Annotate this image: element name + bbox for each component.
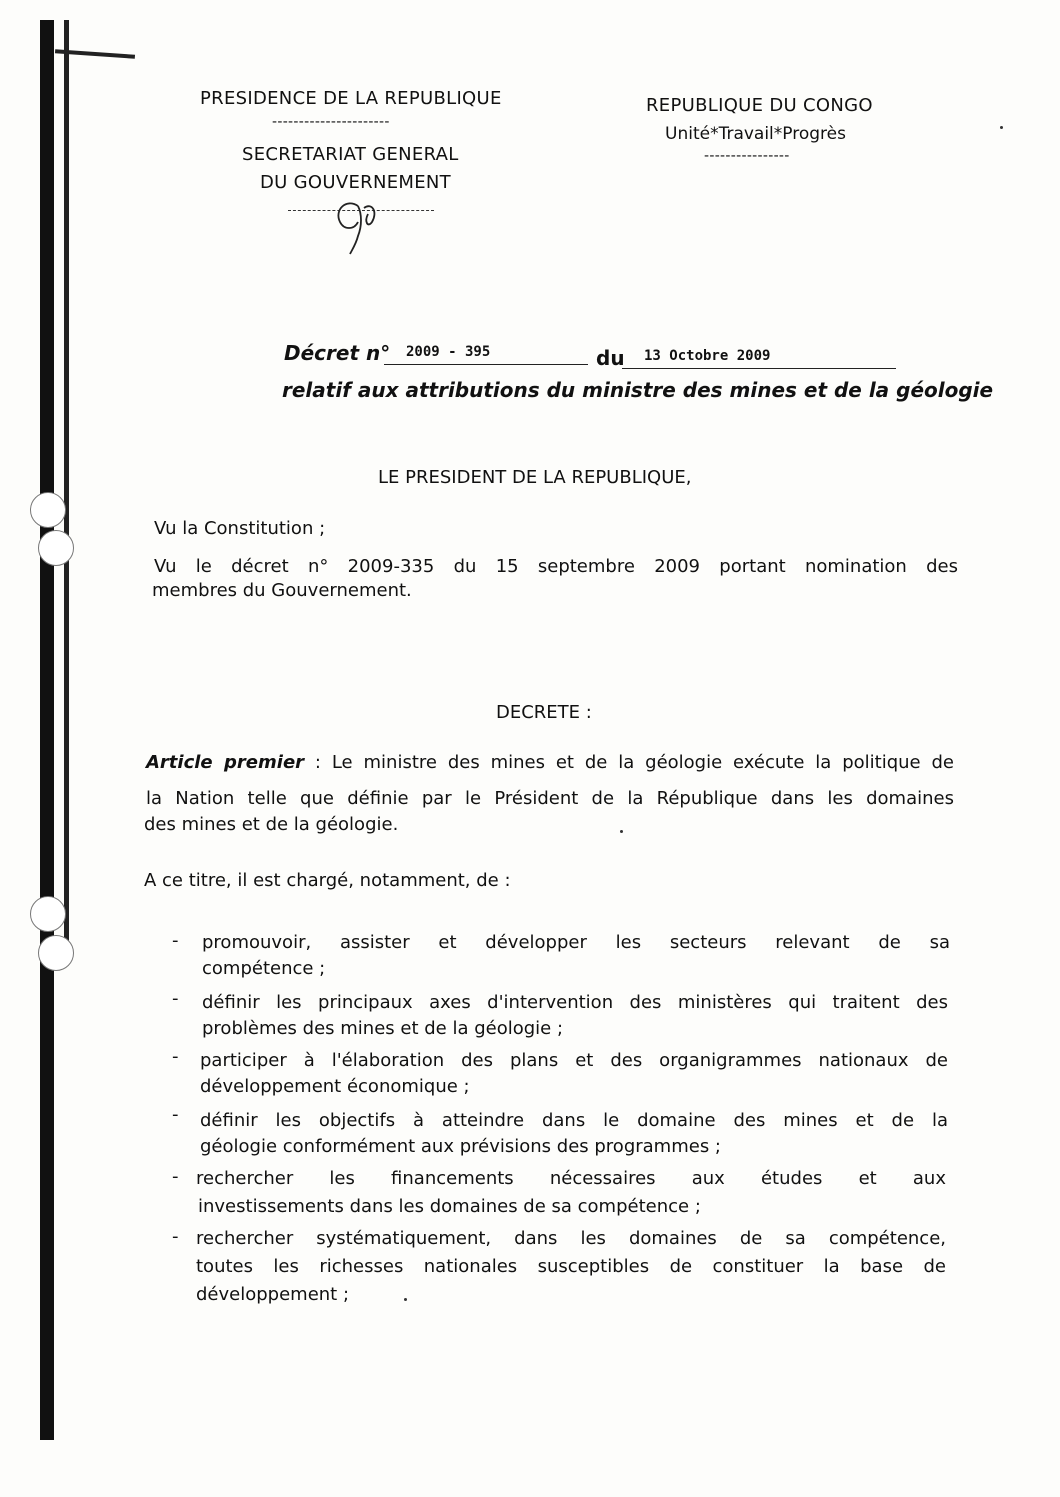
article-premier-line3: des mines et de la géologie. — [144, 814, 399, 835]
decrete-heading: DECRETE : — [496, 702, 592, 723]
header-motto: Unité*Travail*Progrès — [665, 124, 846, 144]
article-premier-text: : Le ministre des mines et de la géologie exécute la politique de — [304, 752, 954, 773]
bullet-2-line2: problèmes des mines et de la géologie ; — [202, 1018, 564, 1039]
bullet-dash: - — [172, 1226, 179, 1247]
header-gouvernement: DU GOUVERNEMENT — [260, 172, 451, 193]
decree-subject: relatif aux attributions du ministre des mines et de la géologie — [282, 378, 994, 402]
header-secretariat: SECRETARIAT GENERAL — [242, 144, 459, 165]
visa-decret-cont: membres du Gouvernement. — [152, 580, 412, 601]
bullet-1-line2: compétence ; — [202, 958, 326, 979]
article-premier-line2: la Nation telle que définie par le Président de la République dans les domaines — [146, 788, 954, 809]
visa-constitution: Vu la Constitution ; — [154, 518, 326, 539]
header-republique-congo: REPUBLIQUE DU CONGO — [646, 95, 873, 116]
decree-date: 13 Octobre 2009 — [644, 348, 771, 364]
bullet-3-line1: participer à l'élaboration des plans et des organigrammes nationaux de — [200, 1050, 948, 1071]
scan-speck — [1000, 126, 1003, 129]
decree-number-underline — [384, 364, 588, 365]
header-presidence: PRESIDENCE DE LA REPUBLIQUE — [200, 88, 502, 109]
bullet-dash: - — [172, 1046, 179, 1067]
punch-hole — [38, 530, 74, 566]
binding-bar-inner — [64, 20, 69, 950]
handwritten-initials — [328, 192, 384, 256]
bullet-dash: - — [172, 1104, 179, 1125]
bullet-dash: - — [172, 930, 179, 951]
visa-decret: Vu le décret n° 2009-335 du 15 septembre 2009 portant nomination des — [154, 556, 958, 577]
decree-du-label: du — [596, 346, 625, 370]
punch-hole — [30, 492, 66, 528]
bullet-4-line1: définir les objectifs à atteindre dans le domaine des mines et de la — [200, 1110, 948, 1131]
bullet-6-line1: rechercher systématiquement, dans les domaines de sa compétence, — [196, 1228, 946, 1249]
bullet-4-line2: géologie conformément aux prévisions des programmes ; — [200, 1136, 721, 1157]
bullet-2-line1: définir les principaux axes d'intervention des ministères qui traitent des — [202, 992, 948, 1013]
bullet-dash: - — [172, 988, 179, 1009]
punch-hole — [38, 935, 74, 971]
article-premier-line1 — [146, 752, 954, 774]
bullet-1-line1: promouvoir, assister et développer les secteurs relevant de sa — [202, 932, 950, 953]
scan-speck — [620, 830, 623, 833]
scan-speck — [404, 1298, 407, 1301]
bullet-3-line2: développement économique ; — [200, 1076, 470, 1097]
bullet-6-line2: toutes les richesses nationales susceptibles de constituer la base de — [196, 1256, 946, 1277]
binding-bar — [40, 20, 54, 1440]
article-premier-label: Article premier — [146, 752, 305, 773]
decree-date-underline — [622, 368, 896, 369]
president-title: LE PRESIDENT DE LA REPUBLIQUE, — [378, 467, 692, 488]
bullet-6-line3: développement ; — [196, 1284, 350, 1305]
header-right-dashes: ---------------- — [704, 148, 790, 164]
punch-hole — [30, 896, 66, 932]
decree-label: Décret n° — [284, 341, 391, 365]
charge-intro: A ce titre, il est chargé, notamment, de : — [144, 870, 511, 891]
bullet-dash: - — [172, 1166, 179, 1187]
bullet-5-line2: investissements dans les domaines de sa compétence ; — [198, 1196, 701, 1217]
header-left-dashes: ---------------------- — [272, 114, 390, 130]
decree-number: 2009 - 395 — [406, 344, 491, 360]
bullet-5-line1: rechercher les financements nécessaires aux études et aux — [196, 1168, 946, 1189]
